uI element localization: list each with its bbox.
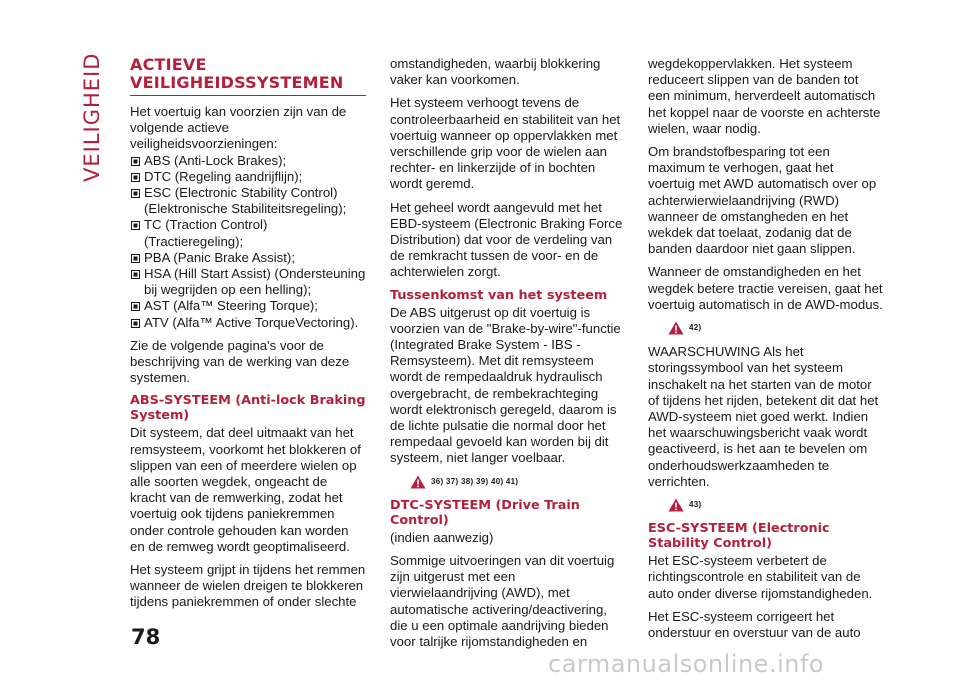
list-item: DTC (Regeling aandrijflijn); (130, 169, 366, 185)
abs-paragraph-1: Dit systeem, dat deel uitmaakt van het remsysteem, voorkomt het blokkeren of slippen van een of meerdere wielen op alle soorten wegdek, ongeacht de kracht van de remwerking, zodat het voertuig ook tijdens paniekremmen onder controle gehouden kan worden en de remweg wordt geoptimaliseerd. (130, 425, 361, 554)
warning-references (668, 320, 884, 336)
paragraph: (indien aanwezig) (390, 529, 494, 545)
intro-paragraph: Het voertuig kan voorzien zijn van de volgende actieve veiligheidsvoorzieningen: (130, 104, 347, 152)
paragraph: Het ESC-systeem corrigeert het onderstuur en overstuur van de auto (648, 608, 861, 641)
paragraph: wegdekoppervlakken. Het systeem reduceert slippen van de banden tot een minimum, herverdeelt automatisch het koppel naar de voorste en achterste wielen, waar nodig. (648, 56, 881, 136)
paragraph: Het ESC-systeem verbetert de richtingscontrole en stabiliteit van de auto onder diverse rijomstandigheden. (648, 553, 873, 601)
paragraph: Wanneer de omstandigheden en het wegdek betere tractie vereisen, gaat het voertuig automatisch in de AWD-modus. (648, 264, 883, 312)
paragraph: De ABS uitgerust op dit voertuig is voorzien van de "Brake-by-wire"-functie (Integrated Brake System - IBS - Remsysteem). Met dit remsysteem wordt de rempedaaldruk hydraulisch overgebracht, de rembekrachteging wordt elektronisch geregeld, daarom is de lichte pulsatie die normal door het rempedaal gevoeld kan worden bij dit systeem, niet langer voelbaar. (390, 304, 621, 466)
intervention-heading: Tussenkomst van het systeem (390, 287, 608, 303)
list-item: TC (Traction Control) (Tractieregeling); (130, 217, 366, 249)
esc-heading: ESC-SYSTEEM (Electronic Stability Control) (648, 521, 830, 552)
section-side-tab-label: VEILIGHEID (80, 52, 104, 182)
column-3 (648, 56, 884, 648)
list-item: ATV (Alfa™ Active TorqueVectoring). (130, 315, 366, 331)
list-item: ESC (Electronic Stability Control) (Elektronische Stabiliteitsregeling); (130, 185, 366, 217)
page-number: 78 (131, 625, 161, 649)
list-item: AST (Alfa™ Steering Torque); (130, 298, 366, 314)
warning-references (668, 497, 884, 513)
reference-numbers: 42) (689, 323, 702, 333)
watermark: carmanualsonline.info (548, 650, 825, 678)
reference-numbers: 36) 37) 38) 39) 40) 41) (431, 476, 519, 486)
paragraph: Sommige uitvoeringen van dit voertuig zijn uitgerust met een vierwielaandrijving (AWD), met automatische activering/deactivering, die u een optimale aandrijving bieden voor talrijke rijomstandigheden en (390, 553, 615, 650)
warning-triangle-icon (410, 475, 426, 489)
feature-list (130, 153, 366, 331)
warning-references (410, 474, 626, 490)
paragraph: Het geheel wordt aangevuld met het EBD-systeem (Electronic Braking Force Distribution) dat voor de verdeling van de remkracht tussen de voor- en de achterwielen zorgt. (390, 199, 623, 280)
dtc-heading: DTC-SYSTEEM (Drive Train Control) (390, 497, 580, 528)
warning-triangle-icon (668, 498, 684, 512)
paragraph: omstandigheden, waarbij blokkering vaker kan voorkomen. (390, 56, 601, 88)
paragraph: Om brandstofbesparing tot een maximum te verhogen, gaat het voertuig met AWD automatisch over op achterwierwielaandrijving (RWD) wanneer de omstangheden en het wekdek dat toelaat, zodanig dat de banden daardoor niet gaan slippen. (648, 144, 877, 257)
column-1 (130, 56, 366, 618)
abs-paragraph-2: Het systeem grijpt in tijdens het remmen wanneer de wielen dreigen te blokkeren tijdens paniekremmen of onder slechte (130, 562, 366, 610)
paragraph: Het systeem verhoogt tevens de controleerbaarheid en stabiliteit van het voertuig wanneer op oppervlakken met verschillende grip voor de wielen aan rechter- en linkerzijde of in bochten wordt geremd. (390, 95, 621, 192)
list-item: PBA (Panic Brake Assist); (130, 250, 366, 266)
reference-numbers: 43) (689, 500, 702, 510)
section-side-tab (80, 52, 106, 182)
list-item: ABS (Anti-Lock Brakes); (130, 153, 366, 169)
outro-paragraph: Zie de volgende pagina's voor de beschrijving van de werking van deze systemen. (130, 337, 350, 386)
column-2 (390, 56, 626, 657)
warning-triangle-icon (668, 321, 684, 335)
list-item: HSA (Hill Start Assist) (Ondersteuning bij wegrijden op een helling); (130, 266, 366, 298)
abs-heading: ABS-SYSTEEM (Anti-lock Braking System) (130, 393, 366, 424)
warning-paragraph: WAARSCHUWING Als het storingssymbool van het systeem inschakelt na het starten van de motor of tijdens het rijden, betekent dit dat het AWD-systeem niet goed werkt. Indien het waarschuwingsbericht vaak wordt geactiveerd, is het aan te bevelen om onderhoudswerkzaamheden te verrichten. (648, 344, 879, 489)
section-title: ACTIEVE VEILIGHEIDSSYSTEMEN (130, 56, 366, 96)
